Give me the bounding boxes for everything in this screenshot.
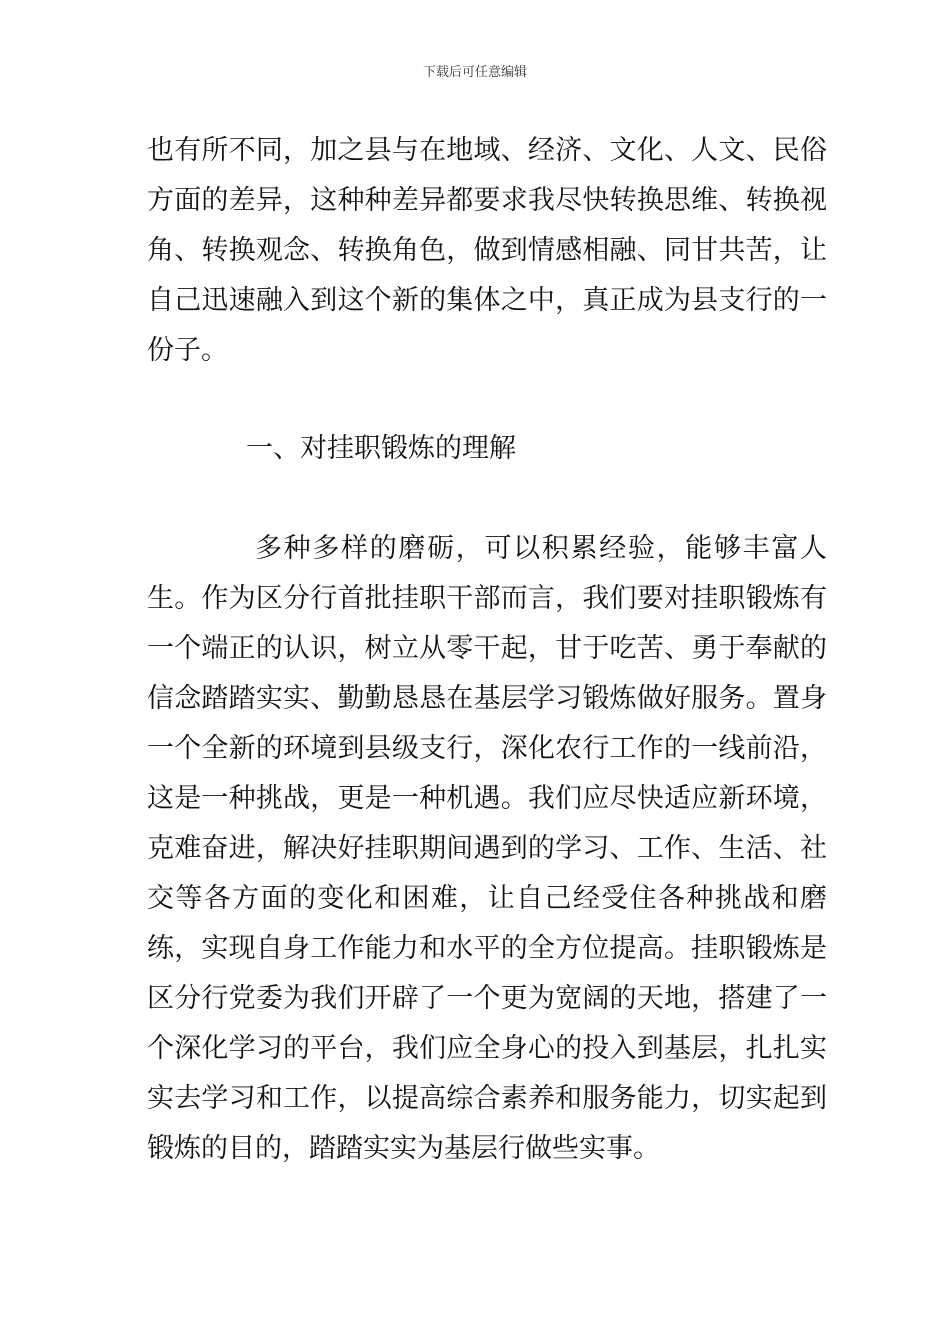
section-heading: 一、对挂职锻炼的理解 xyxy=(246,433,516,464)
paragraph-section-1: 多种多样的磨砺，可以积累经验，能够丰富人生。作为区分行首批挂职干部而言，我们要对挂职锻炼有一个端正的认识，树立从零干起，甘于吃苦、勇于奉献的信念踏踏实实、勤勤恳恳在基层学习锻炼做好服务。置身一个全新的环境到县级支行，深化农行工作的一线前沿，这是一种挑战，更是一种机遇。我们应尽快适应新环境，克难奋进，解决好挂职期间遇到的学习、工作、生活、社交等各方面的变化和困难，让自己经受住各种挑战和磨练，实现自身工作能力和水平的全方位提高。挂职锻炼是区分行党委为我们开辟了一个更为宽阔的天地，搭建了一个深化学习的平台，我们应全身心的投入到基层，扎扎实实去学习和工作，以提高综合素养和服务能力，切实起到锻炼的目的，踏踏实实为基层行做些实事。 xyxy=(147,533,827,1164)
paragraph-continued: 也有所不同，加之县与在地域、经济、文化、人文、民俗方面的差异，这种种差异都要求我尽快转换思维、转换视角、转换观念、转换角色，做到情感相融、同甘共苦，让自己迅速融入到这个新的集体之中，真正成为县支行的一份子。 xyxy=(147,135,827,366)
page-header-note: 下载后可任意编辑 xyxy=(422,65,527,80)
